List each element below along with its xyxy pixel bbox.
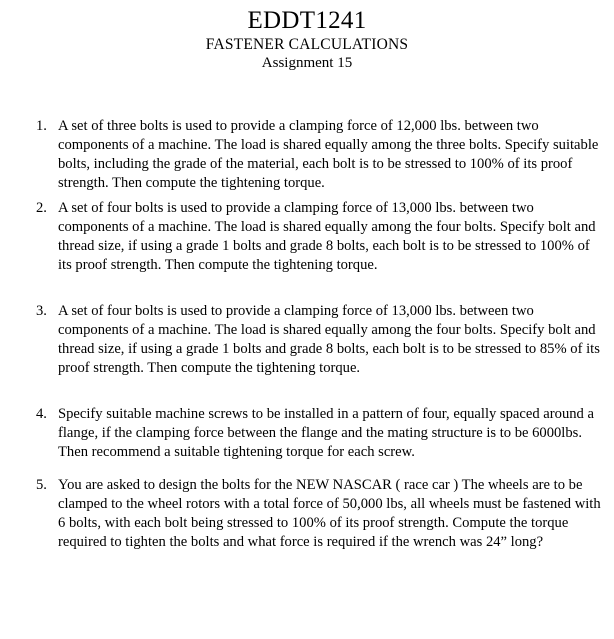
problem-text: You are asked to design the bolts for the NEW NASCAR ( race car ) The wheels are to be clamped to the wheel rotors with a total force of 50,000 lbs, all wheels must be fastened with 6 bolts, with each bolt being stressed to 100% of its proof strength. Compute the torque required to tighten the bolts and what force is required if the wrench was 24” long?: [58, 477, 601, 550]
assignment-label: Assignment 15: [261, 55, 353, 71]
document-header: [0, 6, 614, 72]
problem-number: 4.: [36, 406, 47, 422]
problem-text: A set of three bolts is used to provide a clamping force of 12,000 lbs. between two components of a machine. The load is shared equally among the three bolts. Specify suitable bolts, including the grade of the material, each bolt is to be stressed to 100% of its proof strength. Then compute the tightening torque.: [58, 118, 599, 191]
problem-text: Specify suitable machine screws to be installed in a pattern of four, equally spaced around a flange, if the clamping force between the flange and the mating structure is to be 6000lbs. Then recommend a suitable tightening torque for each screw.: [58, 406, 594, 460]
problem-text: A set of four bolts is used to provide a clamping force of 13,000 lbs. between two components of a machine. The load is shared equally among the four bolts. Specify bolt and thread size, if using a grade 1 bolts and grade 8 bolts, each bolt is to be stressed to 85% of its proof strength. Then compute the tightening torque.: [58, 303, 600, 376]
problem-number: 1.: [36, 118, 47, 134]
problem-text: A set of four bolts is used to provide a clamping force of 13,000 lbs. between two components of a machine. The load is shared equally among the four bolts. Specify bolt and thread size, if using a grade 1 bolts and grade 8 bolts, each bolt is to be stressed to 100% of its proof strength. Then compute the tightening torque.: [58, 200, 596, 273]
course-code-title: EDDT1241: [247, 7, 367, 34]
problem-number: 3.: [36, 303, 47, 319]
problem-number: 5.: [36, 477, 47, 493]
problem-number: 2.: [36, 200, 47, 216]
document-subtitle: FASTENER CALCULATIONS: [205, 36, 409, 53]
